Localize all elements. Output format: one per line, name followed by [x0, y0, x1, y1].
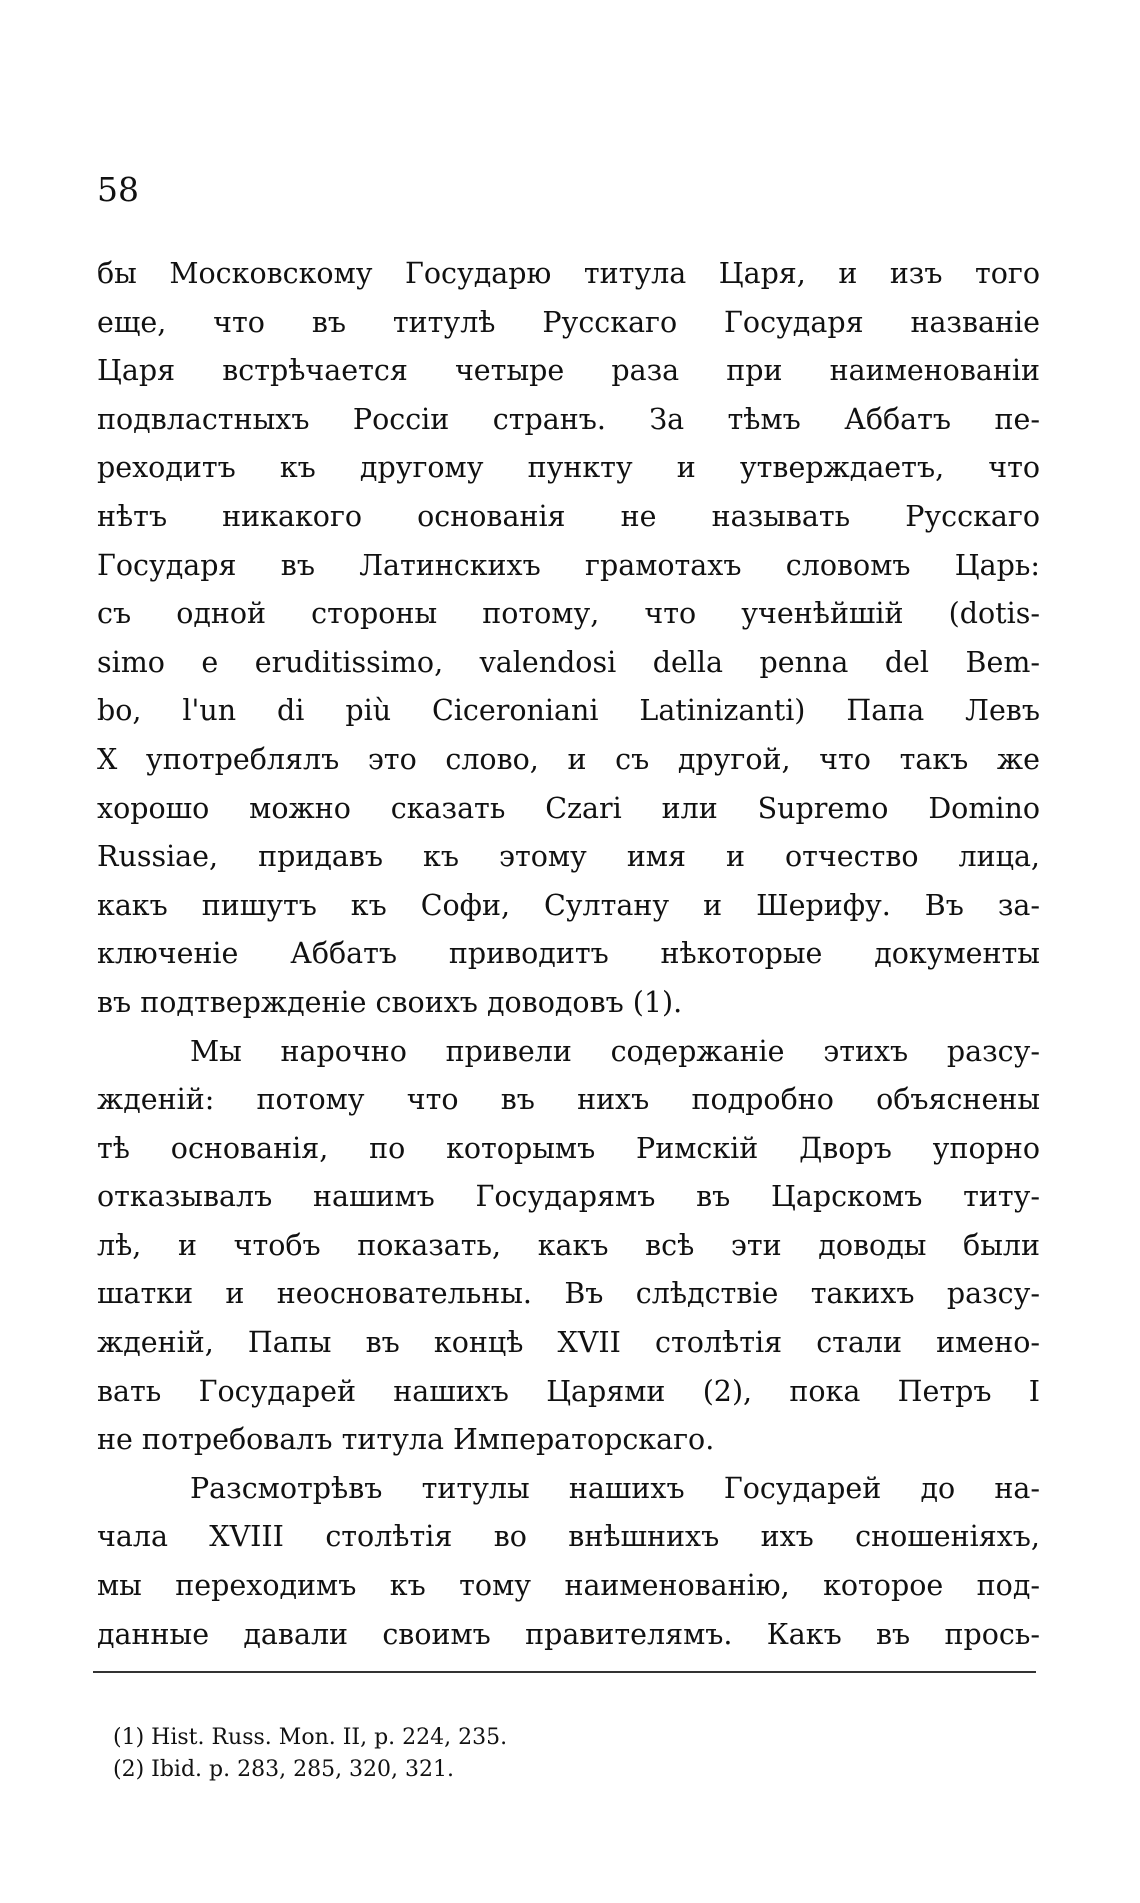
- text-line: X употреблялъ это слово, и съ другой, что такъ же: [97, 742, 1040, 776]
- text-line: Russiae, придавъ къ этому имя и отчество лица,: [97, 840, 1040, 874]
- text-line: тѣ основанія, по которымъ Римскій Дворъ упорно: [97, 1131, 1040, 1165]
- body-text: [97, 250, 1040, 1659]
- text-line: вать Государей нашихъ Царями (2), пока Петръ I: [97, 1374, 1040, 1408]
- text-line: отказывалъ нашимъ Государямъ въ Царскомъ титу-: [97, 1180, 1040, 1214]
- text-line: бы Московскому Государю титула Царя, и изъ того: [97, 257, 1040, 290]
- text-line: жденій: потому что въ нихъ подробно объяснены: [97, 1083, 1040, 1117]
- footnote: (1) Hist. Russ. Mon. II, p. 224, 235.: [113, 1725, 508, 1750]
- footnote: (2) Ibid. p. 283, 285, 320, 321.: [113, 1757, 455, 1782]
- text-line: подвластныхъ Россіи странъ. За тѣмъ Аббатъ пе-: [97, 402, 1040, 436]
- page-number: 58: [97, 170, 139, 209]
- footnote-rule: [93, 1671, 1036, 1673]
- footnotes: [113, 1722, 507, 1786]
- text-line: simo e eruditissimo, valendosi della penna del Bem-: [97, 645, 1040, 679]
- text-line: ключеніе Аббатъ приводитъ нѣкоторые документы: [97, 937, 1040, 971]
- text-line: Разсмотрѣвъ титулы нашихъ Государей до на-: [190, 1471, 1040, 1505]
- text-line: лѣ, и чтобъ показать, какъ всѣ эти доводы были: [97, 1228, 1040, 1262]
- text-line: съ одной стороны потому, что ученѣйшій (dotis-: [97, 597, 1040, 631]
- text-line: жденій, Папы въ концѣ XVII столѣтія стали имено-: [97, 1326, 1040, 1360]
- text-line: мы переходимъ къ тому наименованію, которое под-: [97, 1569, 1040, 1603]
- text-line: чала XVIII столѣтія во внѣшнихъ ихъ сношеніяхъ,: [97, 1520, 1040, 1554]
- text-line: въ подтвержденіе своихъ доводовъ (1).: [97, 985, 683, 1019]
- text-line: Государя въ Латинскихъ грамотахъ словомъ Царь:: [97, 548, 1040, 582]
- text-line: Царя встрѣчается четыре раза при наименованіи: [97, 354, 1040, 388]
- text-line: хорошо можно сказать Czari или Supremo Domino: [97, 791, 1040, 825]
- text-line: не потребовалъ титула Императорскаго.: [97, 1423, 715, 1457]
- text-line: данные давали своимъ правителямъ. Какъ въ прось-: [97, 1617, 1040, 1651]
- text-line: Мы нарочно привели содержаніе этихъ разсу-: [190, 1034, 1040, 1068]
- text-line: нѣтъ никакого основанія не называть Русскаго: [97, 499, 1040, 533]
- text-line: еще, что въ титулѣ Русскаго Государя названіе: [97, 305, 1040, 339]
- text-line: реходитъ къ другому пункту и утверждаетъ, что: [97, 451, 1040, 485]
- text-line: шатки и неосновательны. Въ слѣдствіе такихъ разсу-: [97, 1277, 1040, 1311]
- text-line: bo, l'un di più Ciceroniani Latinizanti) Папа Левъ: [97, 694, 1040, 728]
- text-line: какъ пишутъ къ Софи, Султану и Шерифу. Въ за-: [97, 888, 1040, 922]
